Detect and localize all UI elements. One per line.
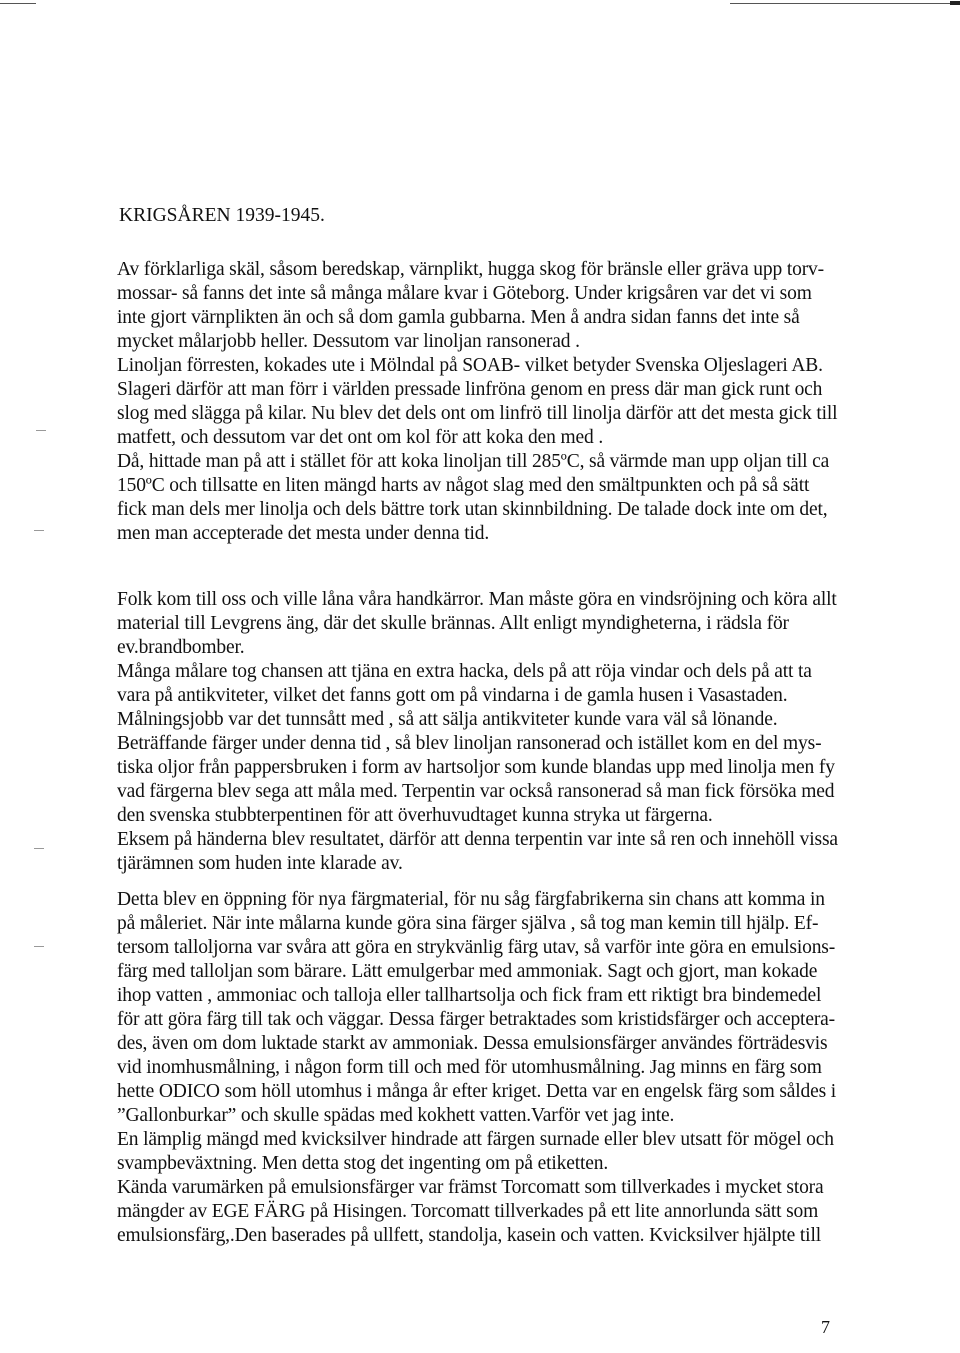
text-line: Kända varumärken på emulsionsfärger var främst Torcomatt som tillverkades i mycket stora xyxy=(117,1177,824,1198)
text-line: Linoljan förresten, kokades ute i Mölndal på SOAB- vilket betyder Svenska Oljeslageri AB. xyxy=(117,355,823,376)
text-line: Då, hittade man på att i stället för att koka linoljan till 285ºC, så värmde man upp oljan till ca xyxy=(117,451,830,472)
text-line: Av förklarliga skäl, såsom beredskap, värnplikt, hugga skog för bränsle eller gräva upp torv- xyxy=(117,259,824,280)
text-line: des, även om dom luktade starkt av ammoniak. Dessa emulsionsfärger användes förträdesvis xyxy=(117,1033,828,1054)
text-line: 150ºC och tillsatte en liten mängd harts av något slag med den smältpunkten och på så sätt xyxy=(117,475,810,496)
text-line: vad färgerna blev sega att måla med. Terpentin var också ransonerad så man fick försöka med xyxy=(117,781,835,802)
text-line: Folk kom till oss och ville låna våra handkärror. Man måste göra en vindsröjning och köra allt xyxy=(117,589,837,610)
top-edge-line-right xyxy=(730,3,960,4)
text-line: ”Gallonburkar” och skulle spädas med kokhett vatten.Varför vet jag inte. xyxy=(117,1105,675,1126)
text-line: matfett, och dessutom var det ont om kol för att koka den med . xyxy=(117,427,604,448)
text-line: ev.brandbomber. xyxy=(117,637,245,658)
text-line: Målningsjobb var det tunnsått med , så att sälja antikviteter kunde vara väl så lönande. xyxy=(117,709,778,730)
text-line: inte gjort värnplikten än och så dom gamla gubbarna. Men å andra sidan fanns det inte så xyxy=(117,307,800,328)
text-line: vid inomhusmålning, i någon form till och med för utomhusmålning. Jag minns en färg som xyxy=(117,1057,822,1078)
text-line: Eksem på händerna blev resultatet, därför att denna terpentin var inte så ren och innehöll vissa xyxy=(117,829,838,850)
document-title: KRIGSÅREN 1939-1945. xyxy=(119,205,325,226)
text-line: fick man dels mer linolja och dels bättre tork utan skinnbildning. De talade dock inte om det, xyxy=(117,499,828,520)
text-line: tersom talloljorna var svåra att göra en strykvänlig färg utav, så varför inte göra en emulsions- xyxy=(117,937,836,958)
text-line: Många målare tog chansen att tjäna en extra hacka, dels på att röja vindar och dels på att ta xyxy=(117,661,812,682)
text-line: svampbeväxtning. Men detta stog det ingenting om på etiketten. xyxy=(117,1153,609,1174)
text-line: för att göra färg till tak och väggar. Dessa färger betraktades som kristidsfärger och acceptera- xyxy=(117,1009,836,1030)
text-line: på måleriet. När inte målarna kunde göra sina färger själva , så tog man kemin till hjälp. Ef- xyxy=(117,913,819,934)
text-line: mycket målarjobb heller. Dessutom var linoljan ransonerad . xyxy=(117,331,580,352)
text-line: Beträffande färger under denna tid , så blev linoljan ransonerad och istället kom en del mys- xyxy=(117,733,822,754)
text-line: mossar- så fanns det inte så många målare kvar i Göteborg. Under krigsåren var det vi som xyxy=(117,283,812,304)
page-number: 7 xyxy=(821,1317,830,1337)
text-line: men man accepterade det mesta under denna tid. xyxy=(117,523,490,544)
margin-mark xyxy=(34,946,44,947)
margin-mark xyxy=(36,430,46,431)
text-line: tiska oljor från pappersbruken i form av hartsoljor som kunde blandas upp med linolja men fy xyxy=(117,757,835,778)
text-line: tjärämnen som huden inte klarade av. xyxy=(117,853,403,874)
top-edge-mark xyxy=(950,1,960,5)
text-line: ihop vatten , ammoniac och talloja eller tallhartsolja och fick fram ett riktigt bra bindemedel xyxy=(117,985,822,1006)
margin-mark xyxy=(34,848,44,849)
text-line: Slageri därför att man förr i världen pressade linfröna genom en press där man gick runt och xyxy=(117,379,823,400)
margin-mark xyxy=(34,530,44,531)
text-line: emulsionsfärg,.Den baserades på ullfett, standolja, kasein och vatten. Kvicksilver hjälpte till xyxy=(117,1225,821,1246)
text-line: den svenska stubbterpentinen för att överhuvudtaget kunna stryka ut färgerna. xyxy=(117,805,713,826)
text-line: En lämplig mängd med kvicksilver hindrade att färgen surnade eller blev utsatt för mögel och xyxy=(117,1129,834,1150)
text-line: hette ODICO som höll utomhus i många år efter kriget. Detta var en engelsk färg som såldes i xyxy=(117,1081,837,1102)
text-line: material till Levgrens äng, där det skulle brännas. Allt enligt myndigheterna, i rädsla för xyxy=(117,613,789,634)
text-line: färg med talloljan som bärare. Lätt emulgerbar med ammoniak. Sagt och gjort, man kokade xyxy=(117,961,818,982)
top-edge-line-left xyxy=(0,3,36,4)
text-line: Detta blev en öppning för nya färgmaterial, för nu såg färgfabrikerna sin chans att komma in xyxy=(117,889,825,910)
text-line: vara på antikviteter, vilket det fanns gott om på vindarna i de gamla husen i Vasastaden. xyxy=(117,685,788,706)
text-line: mängder av EGE FÄRG på Hisingen. Torcomatt tillverkades på ett lite annorlunda sätt som xyxy=(117,1201,819,1222)
text-line: slog med slägga på kilar. Nu blev det dels ont om linfrö till linolja därför att det mesta gick till xyxy=(117,403,838,424)
